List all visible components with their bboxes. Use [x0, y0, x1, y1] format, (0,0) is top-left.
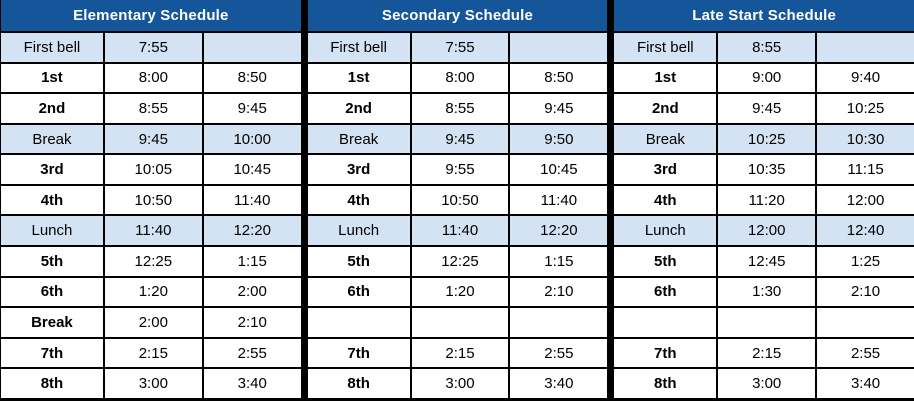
end-time: 10:45	[202, 155, 301, 184]
start-time: 2:00	[103, 308, 202, 337]
table-row	[308, 92, 608, 123]
table-row	[308, 214, 608, 245]
start-time: 9:55	[410, 155, 509, 184]
elementary-rows	[1, 31, 301, 398]
row-label: 8th	[40, 375, 64, 393]
start-time	[716, 308, 815, 337]
row-label: Break	[31, 313, 73, 331]
table-row	[1, 306, 301, 337]
row-label: 4th	[347, 191, 370, 209]
row-label: 8th	[654, 375, 677, 393]
start-time: 12:25	[103, 247, 202, 276]
row-label: 3rd	[346, 161, 371, 179]
table-title-late-start: Late Start Schedule	[614, 0, 914, 31]
table-row	[614, 153, 914, 184]
table-row	[308, 337, 608, 368]
table-row	[308, 276, 608, 307]
row-label: 5th	[40, 252, 64, 270]
start-time: 10:35	[716, 155, 815, 184]
table-row	[614, 214, 914, 245]
end-time: 9:50	[508, 125, 607, 154]
table-row	[308, 306, 608, 337]
table-row	[1, 153, 301, 184]
end-time: 2:00	[202, 278, 301, 307]
secondary-schedule-table	[308, 0, 608, 398]
end-time: 3:40	[202, 369, 301, 398]
end-time: 1:15	[202, 247, 301, 276]
table-row	[308, 31, 608, 62]
start-time: 10:50	[410, 186, 509, 215]
row-label: 2nd	[651, 99, 679, 117]
end-time: 8:50	[508, 64, 607, 93]
table-row	[614, 306, 914, 337]
row-label: 1st	[41, 69, 63, 87]
end-time: 8:50	[202, 64, 301, 93]
end-time: 1:25	[815, 247, 914, 276]
row-label	[614, 308, 716, 337]
end-time: 10:25	[815, 94, 914, 123]
end-time: 3:40	[815, 369, 914, 398]
start-time: 3:00	[103, 369, 202, 398]
start-time: 9:45	[410, 125, 509, 154]
row-label: 8th	[347, 375, 370, 393]
table-row	[614, 337, 914, 368]
table-row	[308, 62, 608, 93]
start-time: 12:00	[716, 216, 815, 245]
end-time	[508, 33, 607, 62]
end-time	[508, 308, 607, 337]
row-label: Lunch	[644, 222, 686, 240]
end-time: 2:10	[202, 308, 301, 337]
table-row	[614, 184, 914, 215]
start-time: 12:45	[716, 247, 815, 276]
table-row	[614, 245, 914, 276]
start-time: 10:50	[103, 186, 202, 215]
end-time	[815, 33, 914, 62]
start-time: 11:40	[410, 216, 509, 245]
start-time: 8:55	[410, 94, 509, 123]
start-time: 9:45	[716, 94, 815, 123]
row-label: First bell	[636, 38, 694, 56]
row-label: First bell	[330, 38, 387, 56]
table-row	[308, 367, 608, 398]
start-time: 12:25	[410, 247, 509, 276]
row-label: 7th	[347, 344, 370, 362]
start-time: 11:20	[716, 186, 815, 215]
row-label: 7th	[40, 344, 64, 362]
table-row	[1, 245, 301, 276]
start-time: 8:00	[103, 64, 202, 93]
start-time: 1:20	[410, 278, 509, 307]
end-time: 9:45	[202, 94, 301, 123]
row-label: 6th	[40, 283, 64, 301]
start-time: 7:55	[410, 33, 509, 62]
start-time: 10:25	[716, 125, 815, 154]
row-label: 2nd	[345, 99, 372, 117]
row-label: 1st	[654, 69, 677, 87]
row-label: 4th	[40, 191, 64, 209]
start-time: 11:40	[103, 216, 202, 245]
row-label: Break	[645, 130, 685, 148]
row-label: 3rd	[40, 161, 64, 179]
table-row	[614, 31, 914, 62]
end-time: 1:15	[508, 247, 607, 276]
start-time: 1:20	[103, 278, 202, 307]
start-time: 3:00	[410, 369, 509, 398]
table-row	[614, 123, 914, 154]
table-row	[1, 214, 301, 245]
table-row	[614, 62, 914, 93]
end-time: 10:00	[202, 125, 301, 154]
row-label: 7th	[654, 344, 677, 362]
row-label: First bell	[23, 38, 81, 56]
end-time: 12:20	[508, 216, 607, 245]
table-row	[1, 62, 301, 93]
start-time: 3:00	[716, 369, 815, 398]
end-time: 10:45	[508, 155, 607, 184]
start-time: 7:55	[103, 33, 202, 62]
table-row	[308, 184, 608, 215]
row-label: Break	[32, 130, 72, 148]
start-time: 2:15	[716, 339, 815, 368]
end-time: 2:10	[508, 278, 607, 307]
start-time: 2:15	[103, 339, 202, 368]
row-label: 5th	[347, 252, 370, 270]
table-row	[614, 92, 914, 123]
table-row	[1, 31, 301, 62]
row-label: 6th	[654, 283, 677, 301]
table-row	[614, 367, 914, 398]
row-label: Break	[339, 130, 379, 148]
table-row	[1, 337, 301, 368]
start-time: 8:55	[716, 33, 815, 62]
row-label: 6th	[347, 283, 370, 301]
end-time: 11:40	[508, 186, 607, 215]
start-time: 1:30	[716, 278, 815, 307]
end-time: 9:45	[508, 94, 607, 123]
table-row	[1, 276, 301, 307]
start-time	[410, 308, 509, 337]
end-time: 3:40	[508, 369, 607, 398]
end-time: 12:40	[815, 216, 914, 245]
table-title-secondary: Secondary Schedule	[308, 0, 608, 31]
start-time: 9:00	[716, 64, 815, 93]
table-row	[614, 276, 914, 307]
table-row	[1, 184, 301, 215]
table-row	[1, 92, 301, 123]
end-time: 2:55	[508, 339, 607, 368]
start-time: 8:00	[410, 64, 509, 93]
row-label: 3rd	[653, 161, 677, 179]
row-label: Lunch	[338, 222, 380, 240]
end-time: 10:30	[815, 125, 914, 154]
table-title-elementary: Elementary Schedule	[1, 0, 301, 31]
elementary-schedule-table	[1, 0, 301, 398]
end-time: 11:40	[202, 186, 301, 215]
start-time: 9:45	[103, 125, 202, 154]
row-label	[308, 308, 410, 337]
end-time: 2:55	[202, 339, 301, 368]
table-row	[308, 153, 608, 184]
row-label: Lunch	[31, 222, 73, 240]
end-time: 11:15	[815, 155, 914, 184]
row-label: 2nd	[38, 99, 66, 117]
secondary-rows	[308, 31, 608, 398]
late-start-schedule-table	[614, 0, 914, 398]
row-label: 1st	[347, 69, 370, 87]
row-label: 4th	[654, 191, 677, 209]
end-time: 2:55	[815, 339, 914, 368]
row-label: 5th	[654, 252, 677, 270]
start-time: 8:55	[103, 94, 202, 123]
end-time: 12:20	[202, 216, 301, 245]
end-time	[202, 33, 301, 62]
table-row	[1, 123, 301, 154]
end-time: 2:10	[815, 278, 914, 307]
late-start-rows	[614, 31, 914, 398]
table-row	[308, 123, 608, 154]
end-time	[815, 308, 914, 337]
end-time: 12:00	[815, 186, 914, 215]
end-time: 9:40	[815, 64, 914, 93]
start-time: 2:15	[410, 339, 509, 368]
table-row	[1, 367, 301, 398]
table-row	[308, 245, 608, 276]
start-time: 10:05	[103, 155, 202, 184]
